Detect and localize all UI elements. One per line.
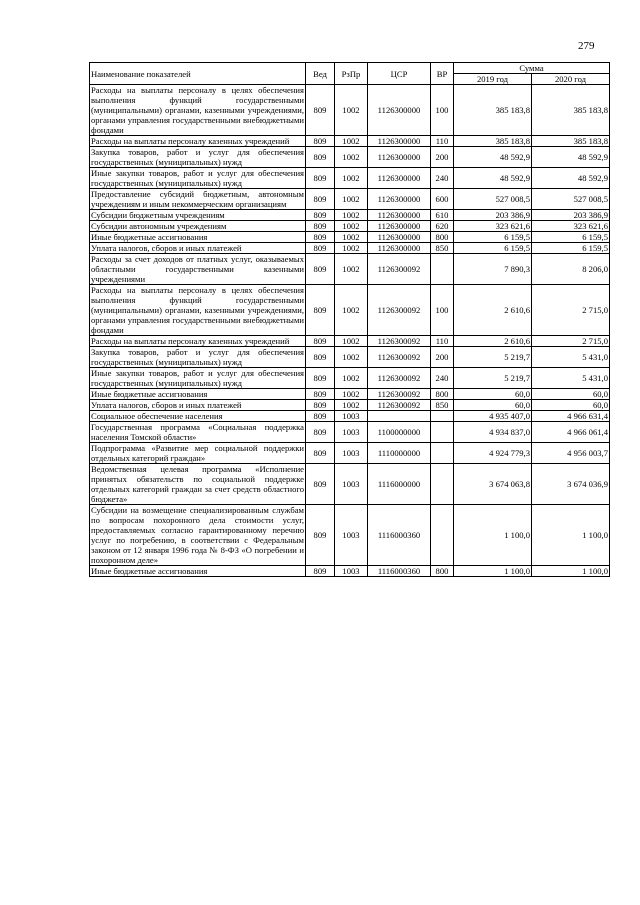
cell-y2020: 6 159,5 — [532, 232, 610, 243]
cell-y2019: 385 183,8 — [454, 85, 532, 136]
cell-y2019: 385 183,8 — [454, 136, 532, 147]
header-ved: Вед — [306, 63, 335, 85]
table-row — [90, 464, 610, 505]
cell-vr: 200 — [431, 147, 454, 168]
cell-y2019: 3 674 063,8 — [454, 464, 532, 505]
table-row — [90, 347, 610, 368]
cell-y2020: 4 966 631,4 — [532, 411, 610, 422]
cell-rzpr: 1002 — [335, 210, 368, 221]
cell-ved: 809 — [306, 85, 335, 136]
cell-csr: 1126300092 — [368, 254, 431, 285]
cell-y2019: 48 592,9 — [454, 147, 532, 168]
cell-vr: 100 — [431, 285, 454, 336]
cell-name: Уплата налогов, сборов и иных платежей — [90, 400, 306, 411]
cell-rzpr: 1002 — [335, 168, 368, 189]
header-csr: ЦСР — [368, 63, 431, 85]
cell-vr — [431, 254, 454, 285]
cell-ved: 809 — [306, 243, 335, 254]
cell-name: Закупка товаров, работ и услуг для обеспечения государственных (муниципальных) нужд — [91, 347, 304, 367]
cell-y2020: 5 431,0 — [532, 347, 610, 368]
cell-rzpr: 1002 — [335, 221, 368, 232]
cell-vr: 800 — [431, 566, 454, 577]
cell-y2019: 48 592,9 — [454, 168, 532, 189]
table-row — [90, 254, 610, 285]
cell-vr: 800 — [431, 389, 454, 400]
cell-vr: 110 — [431, 136, 454, 147]
cell-y2019: 6 159,5 — [454, 232, 532, 243]
cell-csr: 1116000000 — [368, 464, 431, 505]
cell-name: Иные закупки товаров, работ и услуг для обеспечения государственных (муниципальных) нужд — [91, 368, 304, 388]
cell-csr: 1126300092 — [368, 285, 431, 336]
cell-y2019: 1 100,0 — [454, 505, 532, 566]
cell-ved: 809 — [306, 389, 335, 400]
cell-y2020: 3 674 036,9 — [532, 464, 610, 505]
cell-y2020: 1 100,0 — [532, 505, 610, 566]
table-row — [90, 221, 610, 232]
table-row — [90, 85, 610, 136]
cell-vr: 240 — [431, 168, 454, 189]
cell-rzpr: 1002 — [335, 389, 368, 400]
cell-rzpr: 1003 — [335, 464, 368, 505]
cell-rzpr: 1002 — [335, 147, 368, 168]
cell-vr — [431, 443, 454, 464]
cell-ved: 809 — [306, 411, 335, 422]
cell-rzpr: 1002 — [335, 400, 368, 411]
cell-rzpr: 1003 — [335, 443, 368, 464]
cell-vr: 600 — [431, 189, 454, 210]
cell-vr — [431, 411, 454, 422]
cell-rzpr: 1002 — [335, 336, 368, 347]
cell-name: Социальное обеспечение населения — [90, 411, 306, 422]
cell-name: Закупка товаров, работ и услуг для обеспечения государственных (муниципальных) нужд — [91, 147, 304, 167]
cell-y2020: 527 008,5 — [532, 189, 610, 210]
cell-y2020: 60,0 — [532, 389, 610, 400]
cell-y2020: 5 431,0 — [532, 368, 610, 389]
cell-ved: 809 — [306, 422, 335, 443]
table-row — [90, 336, 610, 347]
cell-csr: 1126300000 — [368, 232, 431, 243]
table-row — [90, 389, 610, 400]
cell-y2019: 60,0 — [454, 400, 532, 411]
cell-name: Уплата налогов, сборов и иных платежей — [90, 243, 306, 254]
cell-name: Иные закупки товаров, работ и услуг для обеспечения государственных (муниципальных) нужд — [91, 168, 304, 188]
cell-name: Подпрограмма «Развитие мер социальной поддержки отдельных категорий граждан» — [91, 443, 304, 463]
cell-name: Иные бюджетные ассигнования — [90, 232, 306, 243]
table-row — [90, 505, 610, 566]
table-row — [90, 422, 610, 443]
cell-name: Субсидии бюджетным учреждениям — [90, 210, 306, 221]
cell-rzpr: 1003 — [335, 411, 368, 422]
cell-csr: 1126300092 — [368, 368, 431, 389]
cell-csr: 1110000000 — [368, 443, 431, 464]
cell-name: Расходы за счет доходов от платных услуг, оказываемых областными государственными казенными учреждениями — [91, 254, 304, 284]
cell-y2020: 385 183,8 — [532, 85, 610, 136]
header-sum: Сумма — [454, 63, 610, 74]
cell-ved: 809 — [306, 210, 335, 221]
cell-csr: 1126300000 — [368, 136, 431, 147]
cell-name: Субсидии автономным учреждениям — [90, 221, 306, 232]
cell-csr: 1126300092 — [368, 400, 431, 411]
cell-ved: 809 — [306, 400, 335, 411]
cell-name: Иные бюджетные ассигнования — [90, 389, 306, 400]
cell-ved: 809 — [306, 147, 335, 168]
table-row — [90, 285, 610, 336]
cell-rzpr: 1003 — [335, 566, 368, 577]
cell-csr: 1126300000 — [368, 85, 431, 136]
cell-csr: 1126300000 — [368, 243, 431, 254]
cell-y2020: 4 956 003,7 — [532, 443, 610, 464]
cell-y2019: 6 159,5 — [454, 243, 532, 254]
table-row — [90, 443, 610, 464]
table-header-row — [90, 63, 610, 74]
table-row — [90, 368, 610, 389]
cell-csr — [368, 411, 431, 422]
cell-vr: 620 — [431, 221, 454, 232]
cell-csr: 1126300000 — [368, 168, 431, 189]
cell-vr: 850 — [431, 400, 454, 411]
cell-y2019: 1 100,0 — [454, 566, 532, 577]
cell-ved: 809 — [306, 254, 335, 285]
cell-vr: 610 — [431, 210, 454, 221]
cell-y2020: 60,0 — [532, 400, 610, 411]
cell-y2019: 7 890,3 — [454, 254, 532, 285]
cell-csr: 1126300000 — [368, 221, 431, 232]
table-row — [90, 136, 610, 147]
table-row — [90, 411, 610, 422]
cell-y2020: 323 621,6 — [532, 221, 610, 232]
cell-name: Иные бюджетные ассигнования — [90, 566, 306, 577]
cell-ved: 809 — [306, 566, 335, 577]
cell-y2019: 4 935 407,0 — [454, 411, 532, 422]
cell-name: Расходы на выплаты персоналу казенных учреждений — [90, 336, 306, 347]
cell-y2020: 8 206,0 — [532, 254, 610, 285]
page-number: 279 — [578, 40, 595, 52]
cell-rzpr: 1002 — [335, 189, 368, 210]
table-row — [90, 168, 610, 189]
header-rzpr: РзПр — [335, 63, 368, 85]
cell-y2020: 2 715,0 — [532, 336, 610, 347]
cell-y2019: 60,0 — [454, 389, 532, 400]
table-row — [90, 243, 610, 254]
cell-csr: 1126300092 — [368, 347, 431, 368]
cell-ved: 809 — [306, 505, 335, 566]
cell-rzpr: 1002 — [335, 85, 368, 136]
cell-ved: 809 — [306, 336, 335, 347]
cell-csr: 1126300092 — [368, 336, 431, 347]
cell-y2019: 4 924 779,3 — [454, 443, 532, 464]
cell-rzpr: 1002 — [335, 368, 368, 389]
cell-y2019: 4 934 837,0 — [454, 422, 532, 443]
cell-name: Расходы на выплаты персоналу казенных учреждений — [90, 136, 306, 147]
cell-vr: 110 — [431, 336, 454, 347]
cell-csr: 1126300000 — [368, 189, 431, 210]
cell-ved: 809 — [306, 168, 335, 189]
table-row — [90, 400, 610, 411]
cell-csr: 1126300000 — [368, 210, 431, 221]
cell-name: Ведомственная целевая программа «Исполнение принятых обязательств по социальной поддержке отдельных категорий граждан за счет средств областного бюджета» — [91, 464, 304, 504]
table-row — [90, 210, 610, 221]
header-name: Наименование показателей — [90, 63, 306, 85]
table-row — [90, 566, 610, 577]
header-vr: ВР — [431, 63, 454, 85]
cell-name: Предоставление субсидий бюджетным, автономным учреждениям и иным некоммерческим организациям — [91, 189, 304, 209]
cell-vr — [431, 505, 454, 566]
cell-ved: 809 — [306, 189, 335, 210]
cell-ved: 809 — [306, 464, 335, 505]
cell-rzpr: 1002 — [335, 254, 368, 285]
cell-y2020: 203 386,9 — [532, 210, 610, 221]
table-row — [90, 189, 610, 210]
cell-name: Государственная программа «Социальная поддержка населения Томской области» — [91, 422, 304, 442]
cell-ved: 809 — [306, 221, 335, 232]
cell-y2019: 527 008,5 — [454, 189, 532, 210]
table-row — [90, 232, 610, 243]
cell-csr: 1100000000 — [368, 422, 431, 443]
cell-vr — [431, 422, 454, 443]
cell-y2019: 2 610,6 — [454, 285, 532, 336]
cell-y2019: 5 219,7 — [454, 347, 532, 368]
table-body — [90, 85, 610, 577]
cell-vr: 100 — [431, 85, 454, 136]
cell-ved: 809 — [306, 443, 335, 464]
cell-vr: 200 — [431, 347, 454, 368]
cell-csr: 1116000360 — [368, 566, 431, 577]
cell-rzpr: 1003 — [335, 422, 368, 443]
cell-rzpr: 1003 — [335, 505, 368, 566]
header-2019: 2019 год — [454, 74, 532, 85]
table-row — [90, 147, 610, 168]
cell-ved: 809 — [306, 285, 335, 336]
cell-ved: 809 — [306, 232, 335, 243]
cell-vr: 800 — [431, 232, 454, 243]
cell-name: Расходы на выплаты персоналу в целях обеспечения выполнения функций государственными (муниципальными) органами, казенными учреждениями, органами управления государственными внебюджетными фондами — [91, 285, 304, 335]
cell-vr — [431, 464, 454, 505]
budget-table — [89, 62, 610, 577]
cell-rzpr: 1002 — [335, 285, 368, 336]
cell-y2019: 2 610,6 — [454, 336, 532, 347]
cell-rzpr: 1002 — [335, 232, 368, 243]
cell-ved: 809 — [306, 136, 335, 147]
cell-y2019: 323 621,6 — [454, 221, 532, 232]
cell-name: Расходы на выплаты персоналу в целях обеспечения выполнения функций государственными (муниципальными) органами, казенными учреждениями, органами управления государственными внебюджетными фондами — [91, 85, 304, 135]
cell-ved: 809 — [306, 347, 335, 368]
cell-vr: 240 — [431, 368, 454, 389]
cell-rzpr: 1002 — [335, 243, 368, 254]
cell-y2020: 48 592,9 — [532, 168, 610, 189]
cell-csr: 1116000360 — [368, 505, 431, 566]
cell-ved: 809 — [306, 368, 335, 389]
cell-y2020: 6 159,5 — [532, 243, 610, 254]
cell-y2020: 385 183,8 — [532, 136, 610, 147]
cell-y2020: 1 100,0 — [532, 566, 610, 577]
cell-name: Субсидии на возмещение специализированным службам по вопросам похоронного дела стоимости услуг, предоставляемых согласно гарантированному перечню услуг по погребению, в соответствии с Федеральным законом от 12 января 1996 года № 8-ФЗ «О погребении и похоронном деле» — [91, 505, 304, 565]
cell-vr: 850 — [431, 243, 454, 254]
cell-y2019: 5 219,7 — [454, 368, 532, 389]
cell-csr: 1126300092 — [368, 389, 431, 400]
cell-y2020: 2 715,0 — [532, 285, 610, 336]
cell-rzpr: 1002 — [335, 347, 368, 368]
cell-y2020: 48 592,9 — [532, 147, 610, 168]
cell-rzpr: 1002 — [335, 136, 368, 147]
cell-y2020: 4 966 061,4 — [532, 422, 610, 443]
cell-csr: 1126300000 — [368, 147, 431, 168]
cell-y2019: 203 386,9 — [454, 210, 532, 221]
header-2020: 2020 год — [532, 74, 610, 85]
